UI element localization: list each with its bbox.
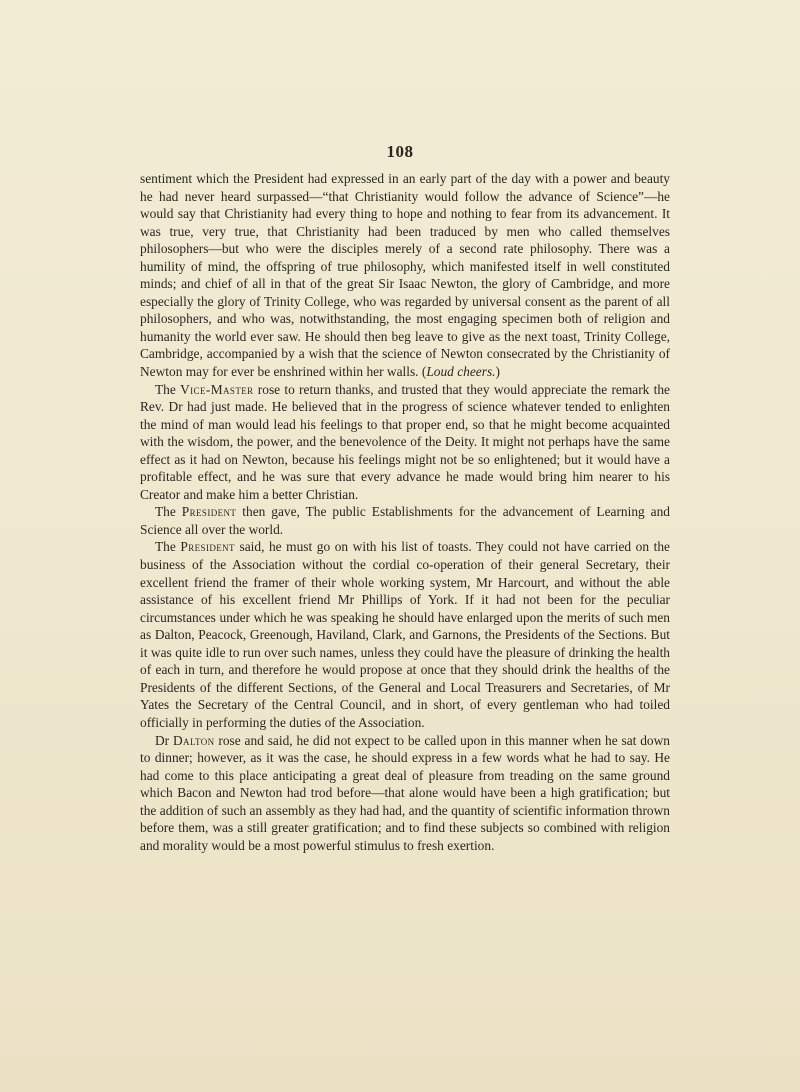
paragraph-3 [140, 503, 670, 538]
paragraph-1 [140, 170, 670, 381]
text-run: sentiment which the President had expressed in an early part of the day with a power and beauty he had never heard surpassed—“that Christianity would follow the advance of Science”—he would say that Christianity had every thing to hope and nothing to fear from its advancement. It was true, very true, that Christianity had been traduced by men who called themselves philosophers—but who were the disciples merely of a second rate philosophy. There was a humility of mind, the offspring of true philosophy, which manifested itself in well constituted minds; and chief of all in that of the great Sir Isaac Newton, the glory of Cambridge, and more especially the glory of Trinity College, who was regarded by universal consent as the parent of all philosophers, and who was, notwithstanding, the most engaging specimen both of religion and humanity the world ever saw. He should then beg leave to give as the next toast, Trinity College, Cambridge, accompanied by a wish that the science of Newton consecrated by the Christianity of Newton may for ever be enshrined within her walls. ( [140, 171, 670, 380]
text-run: The [155, 539, 181, 555]
text-run: ) [495, 364, 500, 380]
speaker-name: Vice-Master [180, 381, 254, 397]
text-run: The [155, 504, 182, 520]
speaker-name: Dalton [172, 732, 215, 748]
paragraph-2 [140, 381, 670, 504]
text-run: rose and said, he did not expect to be called upon in this manner when he sat down to dinner; however, as it was the case, he should express in a few words what he had to say. He had come to this place anticipating a great deal of pleasure from treading on the same ground which Bacon and Newton had trod before—that alone would have been a high gratification; but the addition of such an assembly as they had had, and the quantity of scientific information thrown before them, was a still greater gratification; and to find these subjects so combined with religion and morality would be a most powerful stimulus to fresh exertion. [140, 732, 670, 853]
text-run: Dr [155, 732, 173, 748]
paragraph-5 [140, 732, 670, 855]
speaker-name: President [180, 539, 235, 555]
italic-run: Loud cheers. [426, 364, 496, 380]
text-run: said, he must go on with his list of toasts. They could not have carried on the business of the Association without the cordial co-operation of their general Secretary, their excellent friend the framer of their whole working system, Mr Harcourt, and without the able assistance of his excellent friend Mr Phillips of York. If it had not been for the peculiar circumstances under which he was speaking he should have enlarged upon the merits of such men as Dalton, Peacock, Greenough, Haviland, Clark, and Garnons, the Presidents of the Sections. But it was quite idle to run over such names, unless they could have the pleasure of drinking the health of each in turn, and therefore he would propose at once that they should drink the healths of the Presidents of the different Sections, of the General and Local Treasurers and Secretaries, of Mr Yates the Secretary of the Central Council, and in short, of every gentleman who had toiled officially in performing the duties of the Association. [140, 539, 670, 730]
speaker-name: President [181, 504, 237, 520]
paragraph-4 [140, 538, 670, 731]
text-run: then gave, The public Establishments for the advancement of Learning and Science all over the world. [140, 504, 671, 537]
body-text [140, 170, 670, 854]
text-run: The [155, 381, 181, 397]
text-run: rose to return thanks, and trusted that they would appreciate the remark the Rev. Dr had just made. He believed that in the progress of science whatever tended to enlighten the mind of man would lead his feelings to that proper end, so that he might become acquainted with the wisdom, the power, and the benevolence of the Deity. It might not perhaps have the same effect as it had on Newton, because his feelings might not be so enlightened; but it would have a profitable effect, and he was sure that every advance he made would bring him nearer to his Creator and make him a better Christian. [140, 381, 670, 502]
page-number: 108 [386, 142, 414, 161]
